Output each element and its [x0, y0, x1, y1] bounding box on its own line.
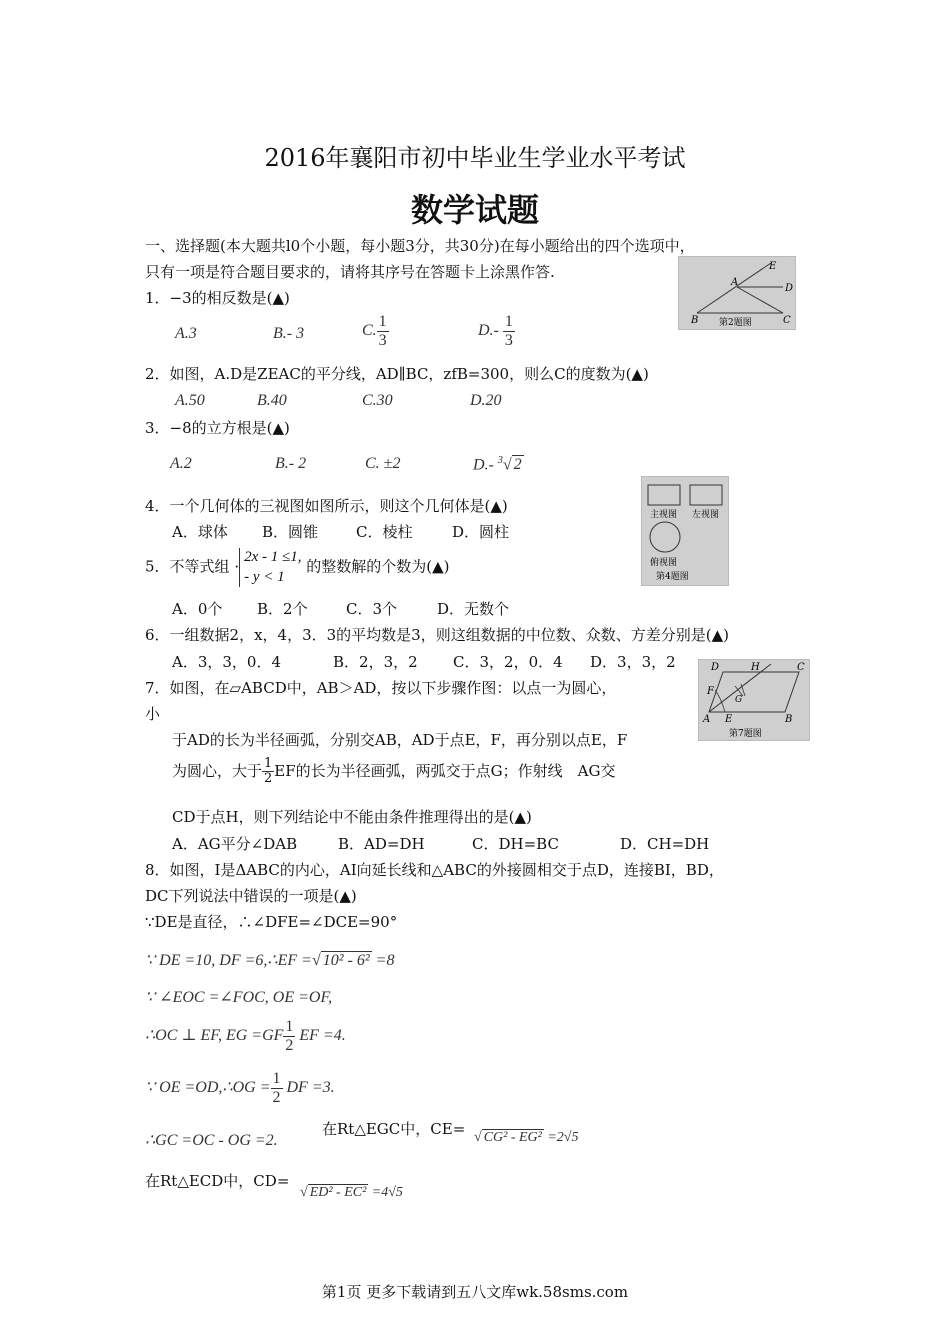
page-subtitle: 数学试题 — [410, 191, 539, 229]
q8-math-4-numerator: 1 — [272, 1070, 281, 1087]
q8-math-5: ∴GC =OC - OG =2. — [145, 1132, 278, 1149]
fig4-left-label: 左视图 — [692, 510, 720, 520]
q4-option-b: B．圆锥 — [262, 523, 319, 541]
q8-math-3 — [145, 1018, 346, 1054]
q3-option-d-prefix: D.- — [473, 456, 494, 474]
fig7-label-f: F — [707, 686, 714, 697]
q2-option-a: A.50 — [175, 392, 205, 409]
fig2-label-b: B — [691, 315, 699, 326]
fig2-label-e: E — [769, 261, 777, 272]
q5-stem-suffix: 的整数解的个数为(▲) — [306, 557, 450, 576]
q5-inequality-2: - y < 1 — [244, 568, 285, 585]
q7-frac-numerator: 1 — [264, 756, 273, 771]
q3-option-c: C. ±2 — [365, 455, 401, 472]
page-title: 2016年襄阳市初中毕业生学业水平考试 — [264, 144, 686, 172]
q6-option-d: D．3，3，2 — [590, 653, 676, 671]
q8-math-3-denominator: 2 — [285, 1036, 294, 1054]
q3-stem: 3．−8的立方根是(▲) — [145, 419, 290, 437]
q5-inequality-system — [239, 548, 301, 587]
q7-line4 — [172, 757, 615, 787]
q5-option-b: B．2个 — [257, 600, 308, 618]
fig7-label-e: E — [725, 714, 733, 725]
q8-math-3-suffix: EF =4. — [299, 1026, 346, 1044]
q1-option-c-prefix: C. — [362, 321, 377, 339]
figure-q2 — [678, 256, 796, 330]
q5-stem-prefix: 5．不等式组 — [145, 557, 230, 576]
q8-math-1-prefix: ∵ DE =10, DF =6,∴EF = — [145, 952, 312, 969]
q7-option-c: C．DH=BC — [472, 835, 559, 853]
q1-option-a: A.3 — [175, 325, 197, 342]
q3-d-radicand: 2 — [513, 456, 522, 474]
fig2-caption: 第2题图 — [719, 318, 752, 328]
q3-option-d: D.- $^3$√ 2 — [473, 455, 522, 474]
q6-option-c: C．3，2，0．4 — [453, 653, 563, 671]
q8-line2: DC下列说法中错误的一项是(▲) — [145, 887, 357, 905]
fig2-label-c: C — [783, 315, 791, 326]
q8-math-5-text: 在Rt△EGC中，CE= — [322, 1120, 466, 1138]
q2-option-c: C.30 — [362, 392, 393, 409]
fig4-front-label: 主视图 — [650, 510, 678, 520]
fig7-label-h: H — [751, 662, 760, 673]
q3-option-b: B.- 2 — [275, 455, 307, 472]
page-footer: 第1页 更多下载请到五八文库wk.58sms.com — [321, 1283, 629, 1301]
fig2-label-d: D — [785, 283, 794, 294]
fig2-label-a: A — [731, 277, 739, 288]
figure-q7 — [698, 659, 810, 741]
q6-stem: 6．一组数据2，x，4，3．3的平均数是3，则这组数据的中位数、众数、方差分别是(▲) — [145, 626, 729, 644]
q1-c-denominator: 3 — [378, 331, 387, 349]
q8-math-5-radicand: CG² - EG² — [483, 1130, 542, 1145]
q1-d-numerator: 1 — [504, 313, 513, 330]
q4-stem: 4．一个几何体的三视图如图所示，则这个几何体是(▲) — [145, 497, 508, 515]
q8-math-3-prefix: ∴OC ⊥ EF, EG =GF — [145, 1026, 284, 1044]
q1-option-c — [362, 313, 389, 349]
q7-frac-denominator: 2 — [264, 771, 273, 787]
q3-option-a: A.2 — [170, 455, 192, 472]
figure-q7-drawing — [699, 660, 809, 740]
fig7-label-g: G — [735, 695, 743, 705]
q7-line2: 小 — [145, 705, 161, 723]
section-intro-line1: 一、选择题(本大题共l0个小题，每小题3分，共30分)在每小题给出的四个选项中， — [145, 237, 695, 255]
q8-math-6-radicand: ED² - EC² — [309, 1185, 367, 1200]
q8-math-4-suffix: DF =3. — [286, 1078, 335, 1096]
q1-option-d-prefix: D.- — [478, 321, 499, 339]
q2-stem: 2．如图，A.D是ZEAC的平分线，AD∥BC，zfB=300，则么C的度数为(▲) — [145, 365, 649, 383]
q4-option-d: D．圆柱 — [452, 523, 510, 541]
q1-d-denominator: 3 — [504, 331, 513, 349]
q7-line3: 于AD的长为半径画弧，分别交AB，AD于点E，F，再分别以点E，F — [172, 731, 628, 749]
q7-option-d: D．CH=DH — [620, 835, 710, 853]
q3-d-root-index: 3 — [497, 455, 503, 466]
q8-math-1-result: =8 — [371, 952, 395, 969]
q2-option-d: D.20 — [470, 392, 502, 409]
q4-option-a: A．球体 — [172, 523, 228, 541]
figure-q4-drawing — [642, 477, 728, 585]
fig7-label-a: A — [703, 714, 711, 725]
q6-option-b: B．2，3，2 — [333, 653, 418, 671]
q8-math-3-numerator: 1 — [285, 1018, 294, 1035]
figure-q4 — [641, 476, 729, 586]
q8-math-5-formula: √ CG² - EG² =2√5 — [474, 1130, 579, 1145]
q7-line5: CD于点H，则下列结论中不能由条件推理得出的是(▲) — [172, 808, 532, 826]
q1-option-d — [478, 313, 515, 349]
q1-option-b: B.- 3 — [273, 325, 305, 342]
q8-math-1: ∵ DE =10, DF =6,∴EF =√ 10² - 6² =8 — [145, 952, 395, 969]
section-intro-line2: 只有一项是符合题目要求的，请将其序号在答题卡上涂黑作答. — [145, 263, 555, 281]
q8-math-4 — [145, 1070, 335, 1106]
q7-option-a: A．AG平分∠DAB — [172, 835, 298, 853]
q7-line4-suffix: EF的长为半径画弧，两弧交于点G；作射线 AG交 — [274, 761, 616, 780]
fig4-top-label: 俯视图 — [650, 558, 678, 568]
q8-math-2: ∵ ∠EOC =∠FOC, OE =OF, — [145, 989, 333, 1006]
fig7-label-d: D — [711, 662, 720, 673]
fig7-caption: 第7题图 — [729, 729, 762, 739]
q5-stem: 5．不等式组 · 2x - 1 ≤1, - y < 1 的整数解的个数为(▲) — [145, 548, 450, 587]
q8-math-4-denominator: 2 — [272, 1088, 281, 1106]
q1-stem: 1．−3的相反数是(▲) — [145, 289, 290, 307]
q1-c-numerator: 1 — [378, 313, 387, 330]
q5-option-d: D．无数个 — [437, 600, 510, 618]
q5-option-a: A．0个 — [172, 600, 223, 618]
q8-math-6-result: =4√5 — [368, 1185, 403, 1200]
fig7-label-b: B — [785, 714, 793, 725]
q7-option-b: B．AD=DH — [338, 835, 425, 853]
q8-line1: 8．如图，I是ΔABC的内心，AI向延长线和△ABC的外接圆相交于点D，连接BI，BD， — [145, 861, 724, 879]
q5-option-c: C．3个 — [346, 600, 398, 618]
q8-line3: ∵DE是直径，∴∠DFE=∠DCE=90° — [145, 913, 398, 931]
q8-math-6-formula: √ ED² - EC² =4√5 — [300, 1185, 403, 1200]
fig4-caption: 第4题图 — [656, 572, 689, 582]
q7-line1: 7．如图，在▱ABCD中，AB＞AD，按以下步骤作图：以点一为圆心， — [145, 679, 617, 697]
q8-math-5-result: =2√5 — [543, 1130, 579, 1145]
q8-math-1-radicand: 10² - 6² — [322, 952, 370, 969]
q6-option-a: A．3，3，0．4 — [172, 653, 282, 671]
q7-line4-prefix: 为圆心，大于 — [172, 761, 263, 780]
q4-option-c: C．棱柱 — [356, 523, 413, 541]
q5-inequality-1: 2x - 1 ≤1, — [244, 549, 302, 565]
q8-math-6-text: 在Rt△ECD中，CD= — [145, 1172, 290, 1190]
q8-math-4-prefix: ∵ OE =OD,∴OG = — [145, 1078, 271, 1096]
fig7-label-c: C — [797, 662, 805, 673]
figure-q2-drawing — [679, 257, 795, 329]
q2-option-b: B.40 — [257, 392, 287, 409]
